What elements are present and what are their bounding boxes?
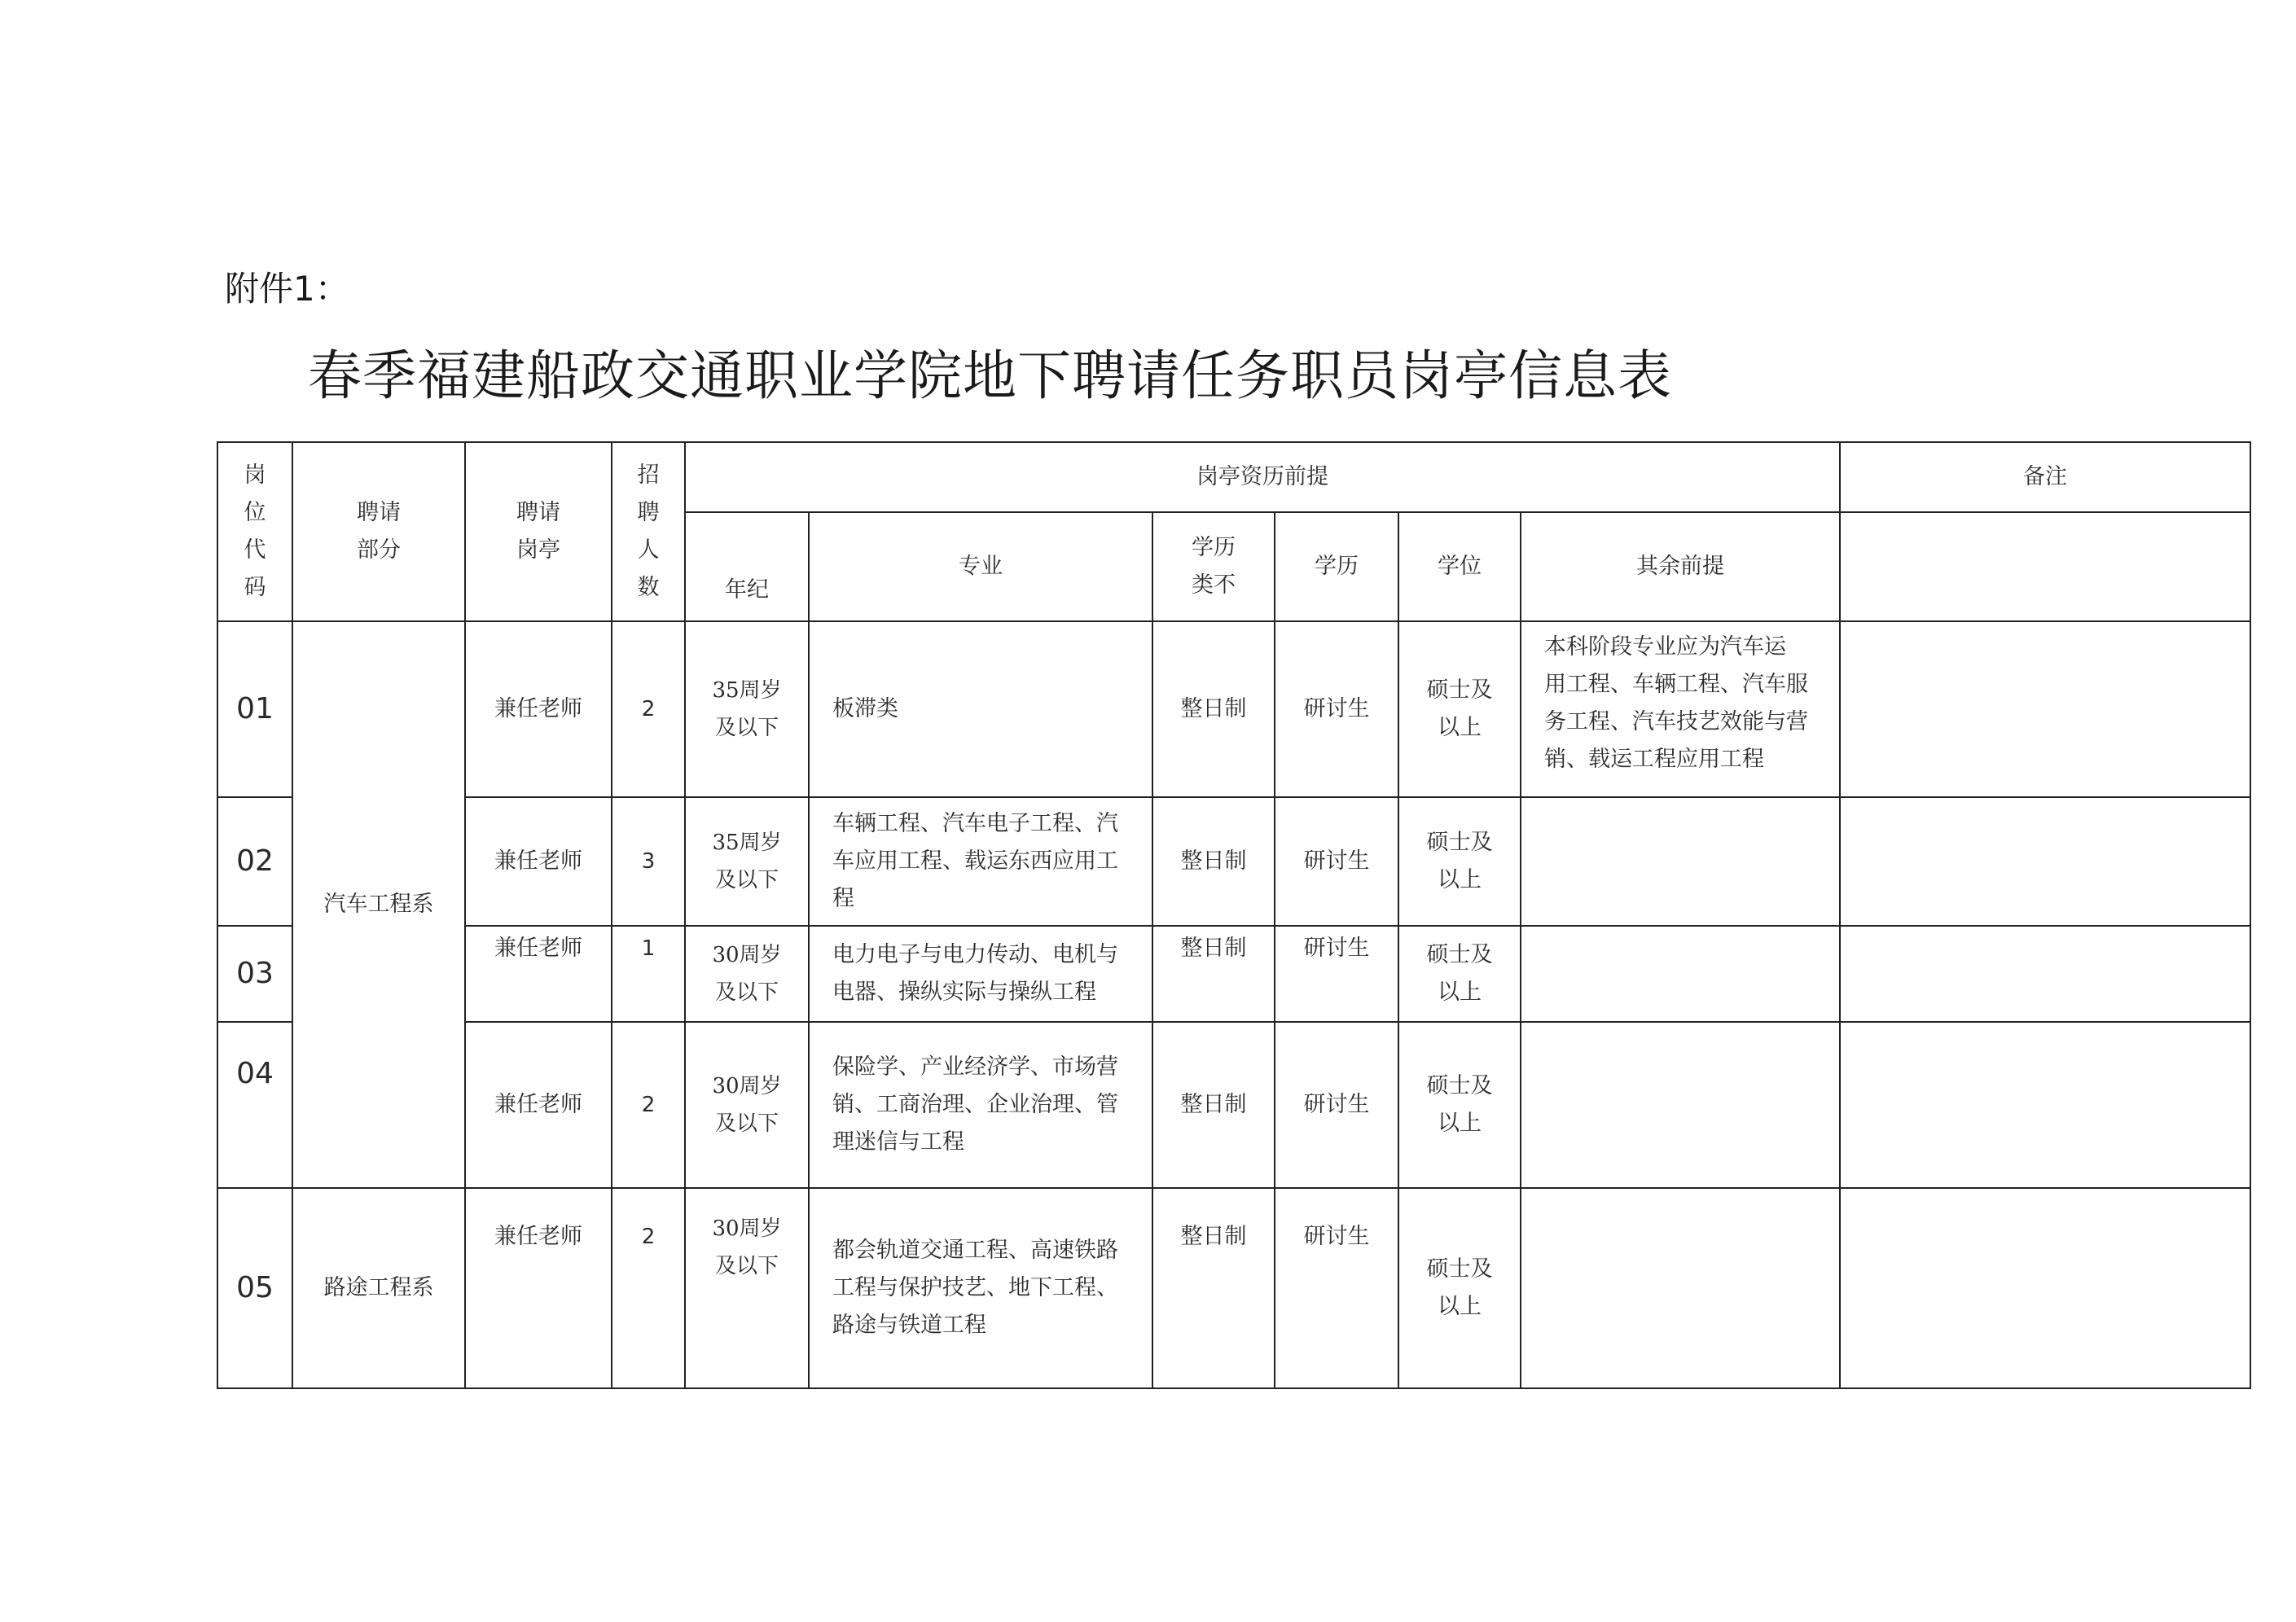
row-remarks bbox=[1840, 926, 2250, 1022]
row-position: 兼任老师 bbox=[465, 797, 612, 926]
row-edu-type: 整日制 bbox=[1152, 1022, 1275, 1188]
row-education: 研讨生 bbox=[1275, 1188, 1398, 1388]
row-age: 30周岁 及以下 bbox=[685, 1188, 809, 1388]
row-age: 30周岁 及以下 bbox=[685, 1022, 809, 1188]
row-count: 3 bbox=[612, 797, 685, 926]
row-education: 研讨生 bbox=[1275, 621, 1398, 797]
row-remarks bbox=[1840, 1022, 2250, 1188]
table-row bbox=[217, 926, 2250, 1022]
row-education: 研讨生 bbox=[1275, 926, 1398, 1022]
row-degree: 硕士及 以上 bbox=[1398, 1188, 1521, 1388]
attachment-label: 附件1： bbox=[225, 269, 349, 309]
table-row bbox=[217, 1188, 2250, 1388]
row-major: 都会轨道交通工程、高速铁路 工程与保护技艺、地下工程、 路途与铁道工程 bbox=[809, 1188, 1152, 1388]
row-major: 保险学、产业经济学、市场营 销、工商治理、企业治理、管 理迷信与工程 bbox=[809, 1022, 1152, 1188]
row-age: 35周岁 及以下 bbox=[685, 797, 809, 926]
row-count: 2 bbox=[612, 1022, 685, 1188]
position-info-table bbox=[217, 441, 2251, 1389]
header-qualifications: 岗亭资历前提 bbox=[685, 442, 1840, 512]
header-edu-type: 学历 类不 bbox=[1152, 512, 1275, 621]
header-row-1 bbox=[217, 442, 2250, 512]
row-position: 兼任老师 bbox=[465, 621, 612, 797]
row-position: 兼任老师 bbox=[465, 1188, 612, 1388]
row-edu-type: 整日制 bbox=[1152, 926, 1275, 1022]
row-position: 兼任老师 bbox=[465, 1022, 612, 1188]
header-education: 学历 bbox=[1275, 512, 1398, 621]
document-title: 春季福建船政交通职业学院地下聘请任务职员岗亭信息表 bbox=[308, 344, 1672, 407]
row-code: 02 bbox=[217, 797, 292, 926]
row-degree: 硕士及 以上 bbox=[1398, 621, 1521, 797]
header-degree: 学位 bbox=[1398, 512, 1521, 621]
row-count: 2 bbox=[612, 621, 685, 797]
row-position: 兼任老师 bbox=[465, 926, 612, 1022]
table-row bbox=[217, 797, 2250, 926]
header-count: 招 聘 人 数 bbox=[612, 442, 685, 621]
header-major: 专业 bbox=[809, 512, 1152, 621]
row-count: 2 bbox=[612, 1188, 685, 1388]
row-count: 1 bbox=[612, 926, 685, 1022]
row-other bbox=[1521, 1188, 1840, 1388]
row-degree: 硕士及 以上 bbox=[1398, 926, 1521, 1022]
row-major: 板滞类 bbox=[809, 621, 1152, 797]
header-code: 岗 位 代 码 bbox=[217, 442, 292, 621]
row-degree: 硕士及 以上 bbox=[1398, 1022, 1521, 1188]
header-age: 年纪 bbox=[685, 512, 809, 621]
row-age: 30周岁 及以下 bbox=[685, 926, 809, 1022]
row-other bbox=[1521, 926, 1840, 1022]
row-education: 研讨生 bbox=[1275, 797, 1398, 926]
row-code: 04 bbox=[217, 1022, 292, 1188]
row-degree: 硕士及 以上 bbox=[1398, 797, 1521, 926]
row-code: 05 bbox=[217, 1188, 292, 1388]
row-code: 03 bbox=[217, 926, 292, 1022]
header-other: 其余前提 bbox=[1521, 512, 1840, 621]
row-remarks bbox=[1840, 621, 2250, 797]
row-other bbox=[1521, 1022, 1840, 1188]
header-remarks-blank bbox=[1840, 512, 2250, 621]
row-remarks bbox=[1840, 1188, 2250, 1388]
row-major: 车辆工程、汽车电子工程、汽 车应用工程、载运东西应用工 程 bbox=[809, 797, 1152, 926]
row-education: 研讨生 bbox=[1275, 1022, 1398, 1188]
row-edu-type: 整日制 bbox=[1152, 621, 1275, 797]
header-remarks: 备注 bbox=[1840, 442, 2250, 512]
row-department: 路途工程系 bbox=[292, 1188, 465, 1388]
row-remarks bbox=[1840, 797, 2250, 926]
row-code: 01 bbox=[217, 621, 292, 797]
table-row bbox=[217, 1022, 2250, 1188]
row-age: 35周岁 及以下 bbox=[685, 621, 809, 797]
row-edu-type: 整日制 bbox=[1152, 797, 1275, 926]
row-edu-type: 整日制 bbox=[1152, 1188, 1275, 1388]
row-other bbox=[1521, 797, 1840, 926]
row-major: 电力电子与电力传动、电机与 电器、操纵实际与操纵工程 bbox=[809, 926, 1152, 1022]
header-position: 聘请 岗亭 bbox=[465, 442, 612, 621]
table-row bbox=[217, 621, 2250, 797]
header-department: 聘请 部分 bbox=[292, 442, 465, 621]
row-other: 本科阶段专业应为汽车运 用工程、车辆工程、汽车服 务工程、汽车技艺效能与营 销、载运工程应用工程 bbox=[1521, 621, 1840, 797]
row-department: 汽车工程系 bbox=[292, 621, 465, 1188]
